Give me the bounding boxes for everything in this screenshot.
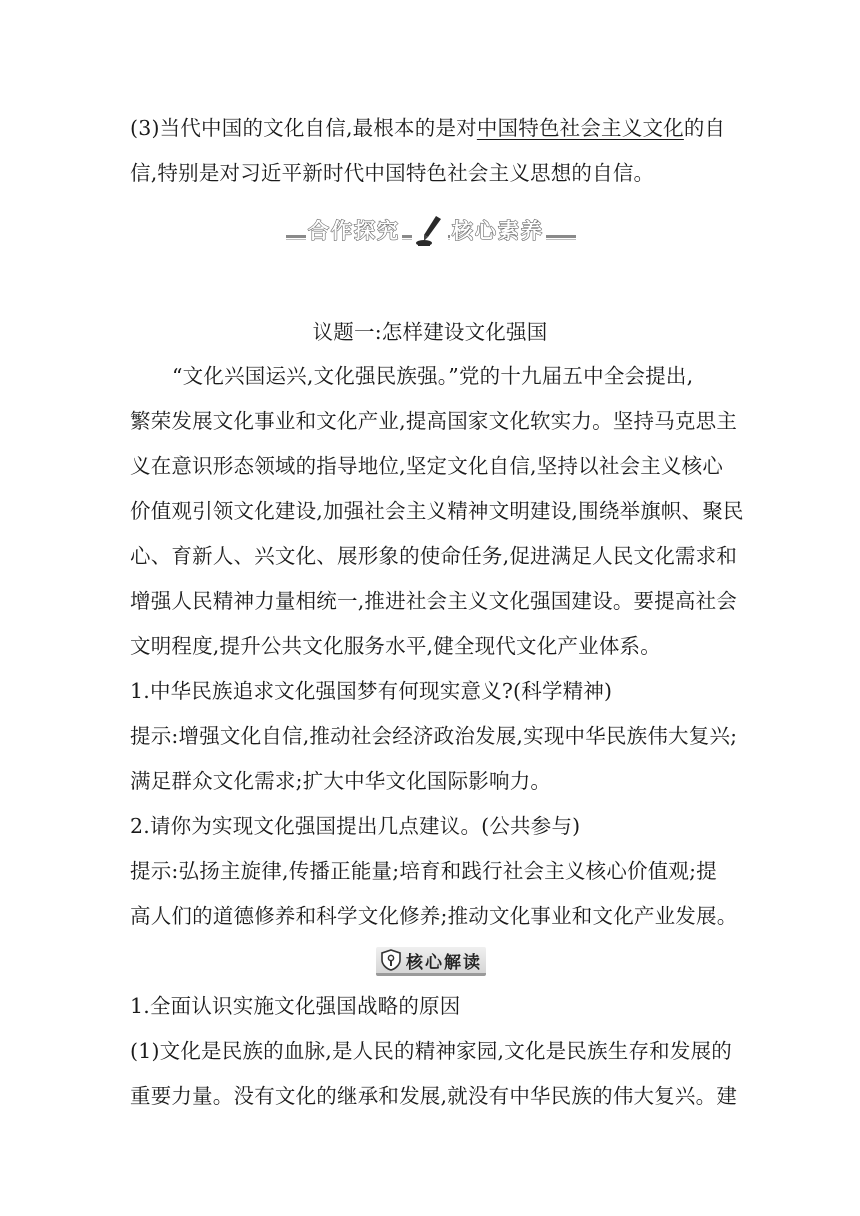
intro-text-after: 的自	[683, 116, 726, 140]
answer-2-line: 高人们的道德修养和科学文化修养;推动文化事业和文化产业发展。	[130, 904, 738, 928]
badge-text: 核心解读	[406, 953, 482, 973]
paragraph-line: 心、育新人、兴文化、展形象的使命任务,促进满足人民文化需求和	[130, 544, 738, 568]
paragraph-line: 文明程度,提升公共文化服务水平,健全现代文化产业体系。	[130, 634, 661, 658]
answer-2-line: 提示:弘扬主旋律,传播正能量;培育和践行社会主义核心价值观;提	[130, 859, 717, 883]
paragraph-line: 价值观引领文化建设,加强社会主义精神文明建设,围绕举旗帜、聚民	[130, 499, 744, 523]
topic-title: 议题一:怎样建设文化强国	[312, 320, 548, 344]
paragraph-line: “文化兴国运兴,文化强民族强。”党的十九届五中全会提出,	[172, 364, 694, 388]
banner-right-text: 核心素养	[450, 215, 546, 245]
intro-text-before: (3)当代中国的文化自信,最根本的是对	[130, 116, 477, 140]
pen-icon	[412, 213, 448, 249]
answer-1-line: 提示:增强文化自信,推动社会经济政治发展,实现中华民族伟大复兴;	[130, 724, 738, 748]
core-line: 重要力量。没有文化的继承和发展,就没有中华民族的伟大复兴。建	[130, 1084, 738, 1108]
banner-left-text: 合作探究	[306, 215, 402, 245]
core-heading: 1.全面认识实施文化强国战略的原因	[130, 994, 461, 1018]
paragraph-line: 增强人民精神力量相统一,推进社会主义文化强国建设。要提高社会	[130, 589, 738, 613]
intro-line-2: 信,特别是对习近平新时代中国特色社会主义思想的自信。	[130, 161, 655, 185]
intro-line-1	[130, 114, 725, 142]
intro-underlined-term: 中国特色社会主义文化	[476, 116, 684, 140]
question-1: 1.中华民族追求文化强国梦有何现实意义?(科学精神)	[130, 679, 613, 703]
section-banner	[286, 213, 576, 251]
answer-1-line: 满足群众文化需求;扩大中华文化国际影响力。	[130, 769, 552, 793]
core-badge	[376, 947, 486, 976]
question-2: 2.请你为实现文化强国提出几点建议。(公共参与)	[130, 814, 581, 838]
shield-icon	[380, 949, 402, 971]
core-line: (1)文化是民族的血脉,是人民的精神家园,文化是民族生存和发展的	[130, 1039, 732, 1063]
paragraph-line: 义在意识形态领域的指导地位,坚定文化自信,坚持以社会主义核心	[130, 454, 724, 478]
paragraph-line: 繁荣发展文化事业和文化产业,提高国家文化软实力。坚持马克思主	[130, 409, 738, 433]
